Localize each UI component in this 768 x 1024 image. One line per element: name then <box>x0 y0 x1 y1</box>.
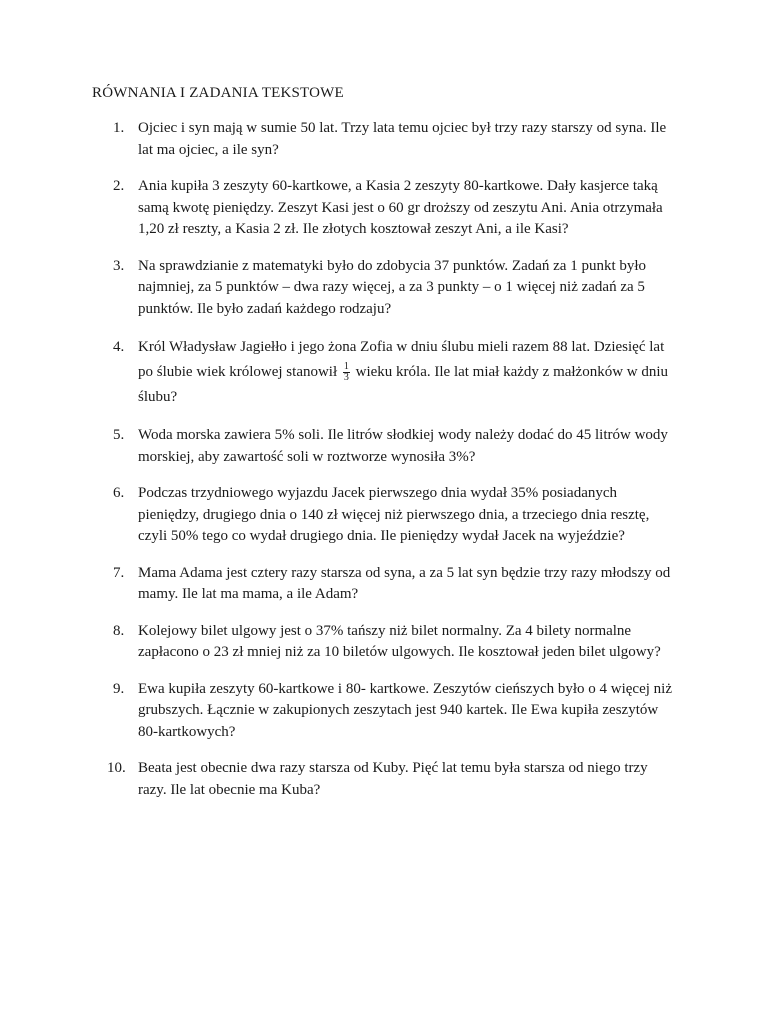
task-number: 9. <box>113 680 125 697</box>
task-number: 10. <box>107 760 126 776</box>
task-number: 1. <box>113 120 125 136</box>
task-item <box>0 118 678 161</box>
task-item <box>0 621 678 664</box>
task-item <box>0 483 678 548</box>
task-item <box>0 679 678 744</box>
task-number: 2. <box>113 178 125 194</box>
task-text: Ojciec i syn mają w sumie 50 lat. Trzy lata temu ojciec był trzy razy starszy od syna. Ile lat ma ojciec, a ile syn? <box>138 120 667 158</box>
task-number: 8. <box>113 622 125 639</box>
task-number: 4. <box>113 339 125 355</box>
task-text: Na sprawdzianie z matematyki było do zdobycia 37 punktów. Zadań za 1 punkt było najmniej, za 5 punktów – dwa razy więcej, a za 3 punkty – o 1 więcej niż zadań za 5 punktów. Ile było zadań każdego rodzaju? <box>138 257 647 317</box>
task-text <box>138 335 678 410</box>
task-list <box>0 118 768 816</box>
task-text: Podczas trzydniowego wyjazdu Jacek pierwszego dnia wydał 35% posiadanych pieniędzy, drugiego dnia o 140 zł więcej niż pierwszego dnia, a trzeciego dnia resztę, czyli 50% tego co wydał drugiego dnia. Ile pieniędzy wydał Jacek na wyjeździe? <box>138 485 650 544</box>
task-number: 6. <box>113 485 125 501</box>
task-text-before-fraction: Król Władysław Jagiełło i jego żona Zofia w dniu ślubu mieli razem 88 lat. Dziesięć lat po ślubie wiek królowej stanowił <box>138 339 665 380</box>
task-item <box>0 758 678 801</box>
task-text: Ania kupiła 3 zeszyty 60-kartkowe, a Kasia 2 zeszyty 80-kartkowe. Dały kasjerce taką samą kwotę pieniędzy. Zeszyt Kasi jest o 60 gr droższy od zeszytu Ani. Ania otrzymała 1,20 zł reszty, a Kasia 2 zł. Ile złotych kosztował zeszyt Ani, a ile Kasi? <box>138 178 663 237</box>
task-text: Mama Adama jest cztery razy starsza od syna, a za 5 lat syn będzie trzy razy młodszy od mamy. Ile lat ma mama, a ile Adam? <box>138 564 671 602</box>
fraction-numerator: 1 <box>343 361 349 373</box>
task-text: Kolejowy bilet ulgowy jest o 37% tańszy niż bilet normalny. Za 4 bilety normalne zapłacono o 23 zł mniej niż za 10 biletów ulgowych. Ile kosztował jeden bilet ulgowy? <box>138 622 661 660</box>
task-number: 3. <box>113 257 125 274</box>
task-item <box>0 425 678 468</box>
task-number: 5. <box>113 427 125 443</box>
task-item <box>0 176 678 241</box>
task-text: Beata jest obecnie dwa razy starsza od Kuby. Pięć lat temu była starsza od niego trzy razy. Ile lat obecnie ma Kuba? <box>138 760 648 798</box>
fraction <box>343 362 350 383</box>
task-text: Ewa kupiła zeszyty 60-kartkowe i 80- kartkowe. Zeszytów cieńszych było o 4 więcej niż grubszych. Łącznie w zakupionych zeszytach jest 940 kartek. Ile Ewa kupiła zeszytów 80-kartkowych? <box>138 680 672 740</box>
fraction-denominator: 3 <box>343 372 349 384</box>
task-item <box>0 563 678 606</box>
document-title: RÓWNANIA I ZADANIA TEKSTOWE <box>92 85 344 101</box>
task-text-after-fraction: wieku króla. Ile lat miał każdy z małżonków w dniu ślubu? <box>138 364 669 405</box>
task-item <box>0 256 678 321</box>
task-item <box>0 335 678 410</box>
task-text: Woda morska zawiera 5% soli. Ile litrów słodkiej wody należy dodać do 45 litrów wody morskiej, aby zawartość soli w roztworze wynosiła 3%? <box>138 427 668 465</box>
task-number: 7. <box>113 564 125 581</box>
